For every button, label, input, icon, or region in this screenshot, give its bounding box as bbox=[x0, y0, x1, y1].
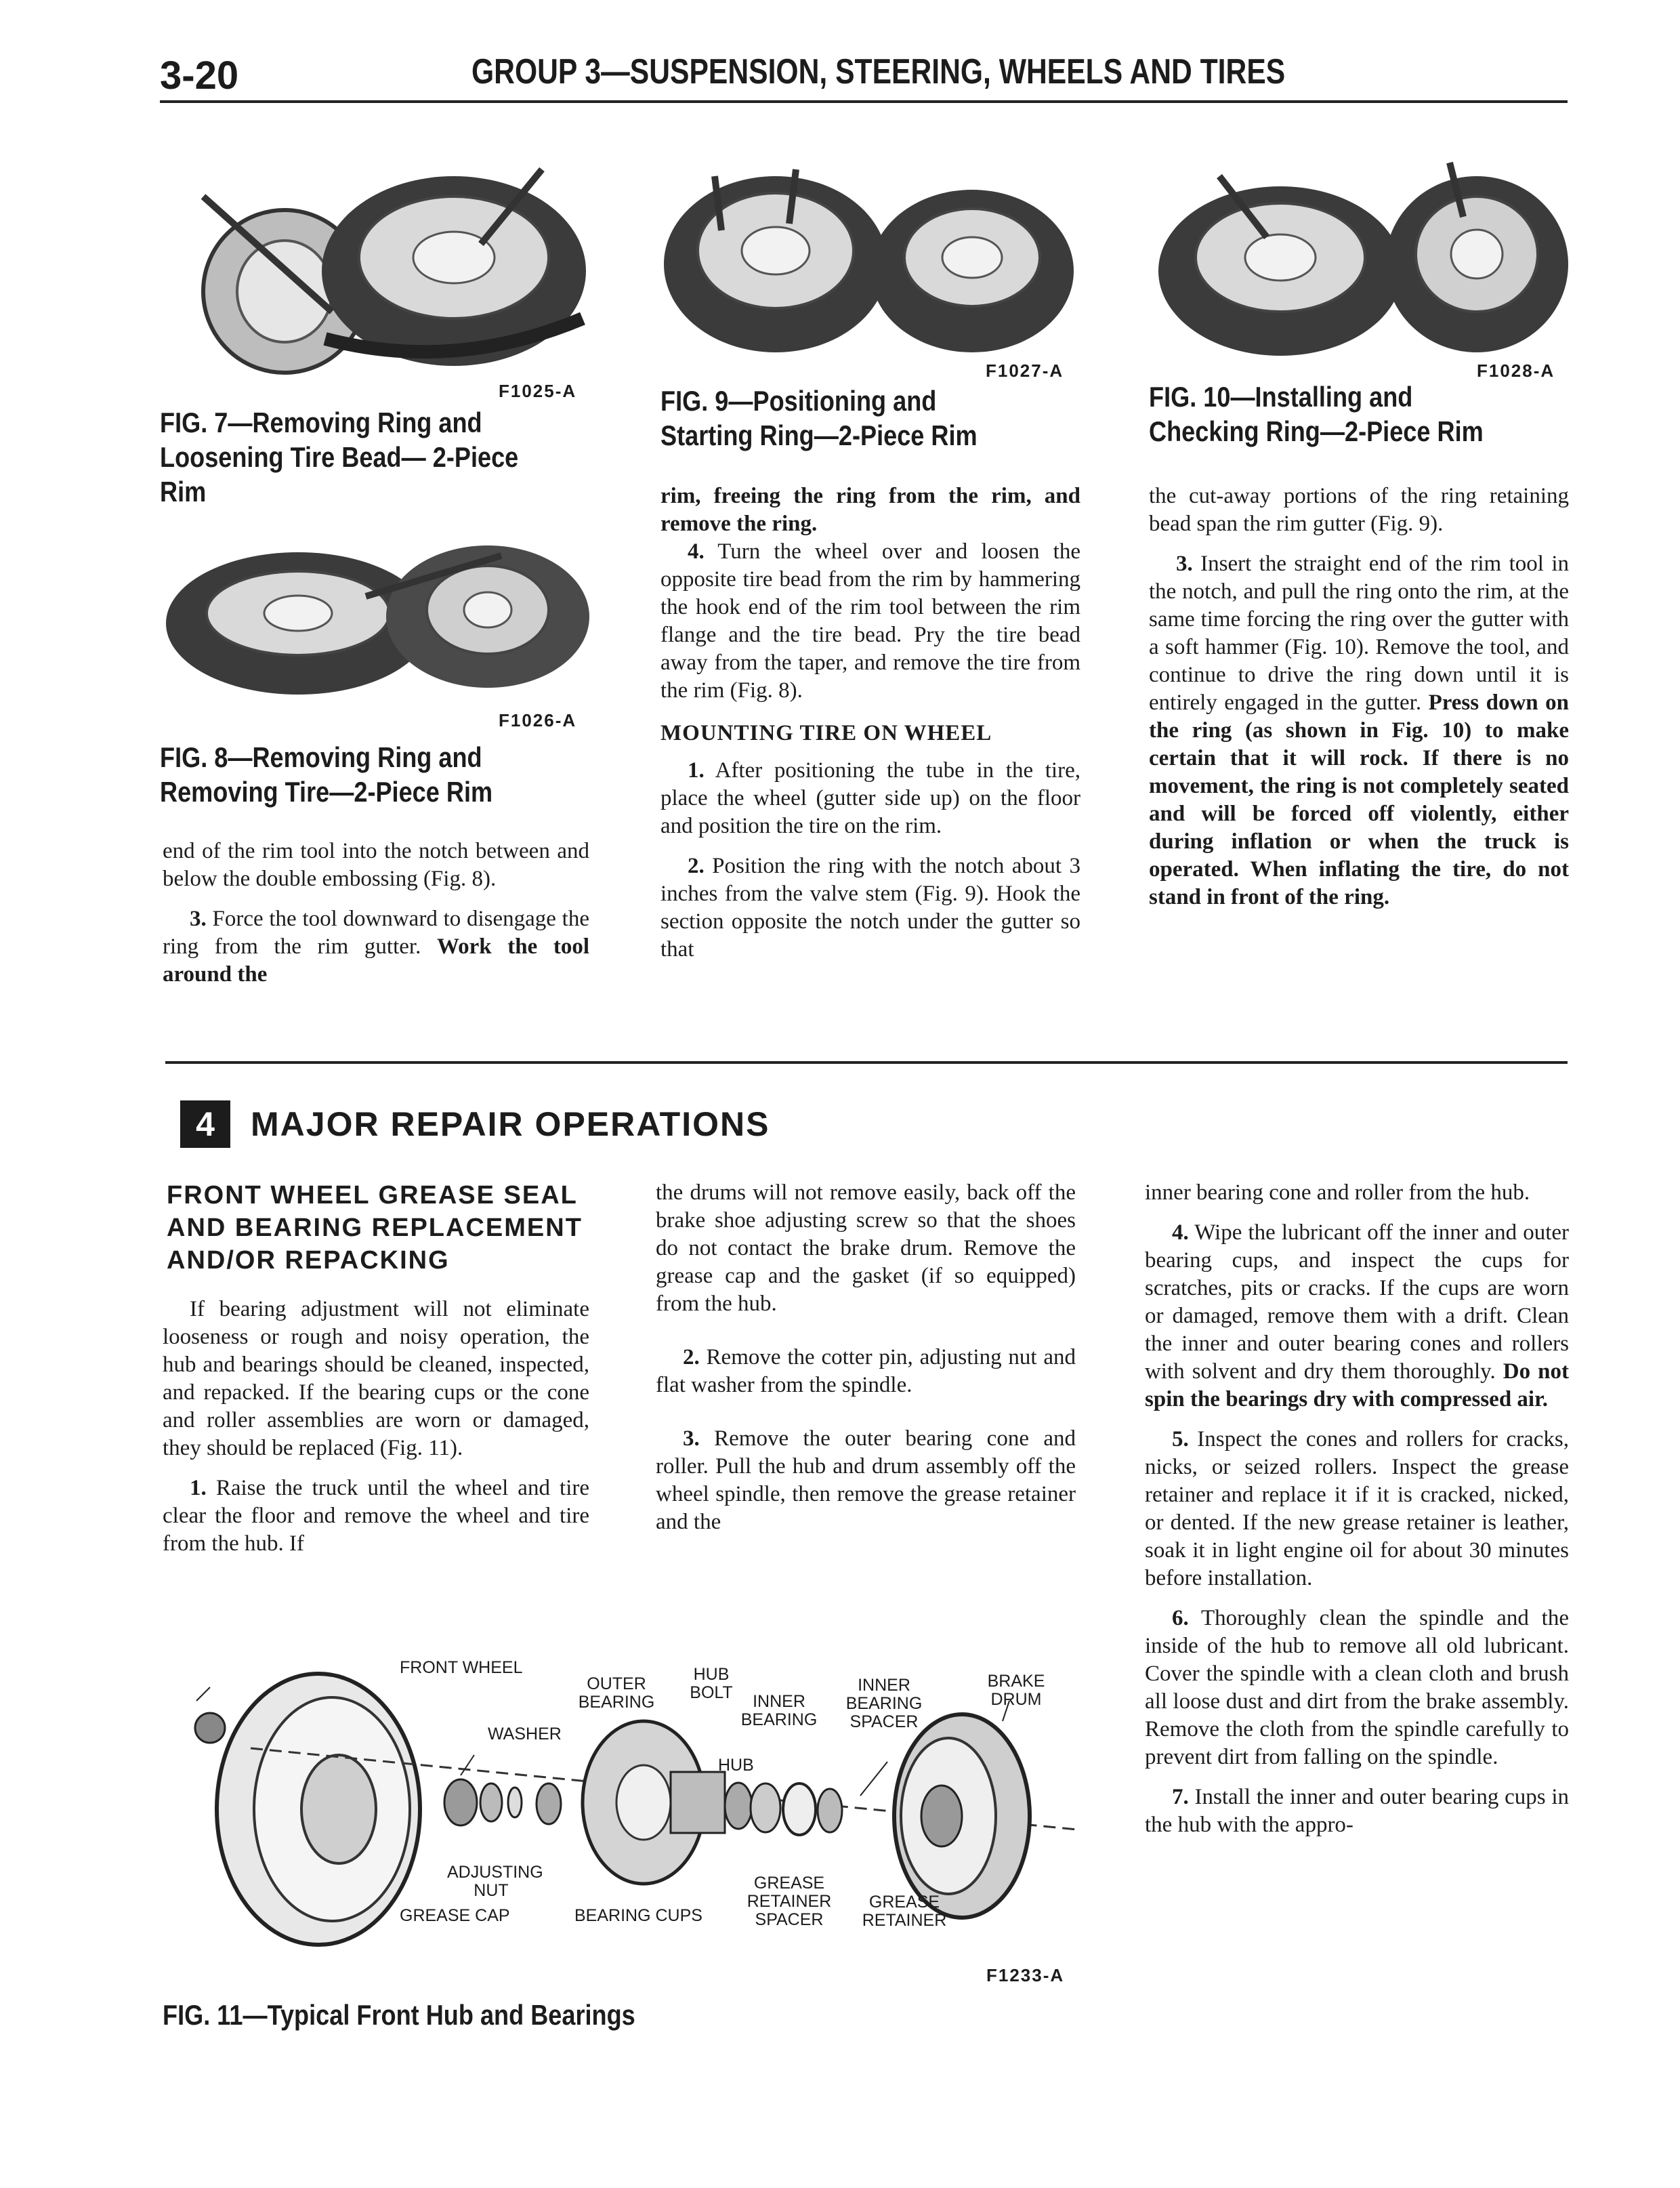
fig11-code: F1233-A bbox=[986, 1965, 1065, 1985]
col2-top-paragraph-2: 4. Turn the wheel over and loosen the opposite tire bead from the rim by hammering the hook end of the rim tool between the rim flange and the tire bead. Pry the tire bead away from the taper, and remove the tire from the rim (Fig. 8). bbox=[660, 539, 1080, 703]
col1-bottom-paragraph-2: 1. Raise the truck until the wheel and tire clear the floor and remove the wheel and tire from the hub. If bbox=[163, 1476, 589, 1556]
col2-top-paragraph-4: 2. Position the ring with the notch about 3 inches from the valve stem (Fig. 9). Hook the section opposite the notch under the gutter so that bbox=[660, 854, 1080, 962]
fig11-diagram bbox=[169, 1647, 1104, 1952]
label-grease-retainer: GREASE RETAINER bbox=[862, 1893, 947, 1930]
col2-top-paragraph-1: rim, freeing the ring from the rim, and remove the ring. bbox=[660, 484, 1080, 536]
col3-bottom-paragraph-3: 5. Inspect the cones and rollers for cracks, nicks, or seized rollers. Inspect the grease retainer and replace it if it is cracked, nicked, or dented. If the new grease retainer is leather, soak it in light engine oil for about 30 minutes before installation. bbox=[1145, 1427, 1569, 1590]
section-number-badge: 4 bbox=[180, 1100, 230, 1148]
label-washer: WASHER bbox=[488, 1725, 562, 1743]
fig7-image bbox=[163, 156, 596, 379]
label-grease-retainer-spacer: GREASE RETAINER SPACER bbox=[747, 1874, 832, 1929]
fig10-caption: FIG. 10—Installing and Checking Ring—2-Piece Rim bbox=[1149, 381, 1484, 447]
page-number: 3-20 bbox=[160, 54, 239, 98]
fig9-image bbox=[660, 163, 1080, 359]
col2-bottom-paragraph-1: the drums will not remove easily, back off the brake shoe adjusting screw so that the shoes do not contact the brake drum. Remove the grease cap and the gasket (if so equipped) from the hub. bbox=[656, 1180, 1076, 1316]
step-number: 3. bbox=[190, 907, 207, 931]
fig9-caption: FIG. 9—Positioning and Starting Ring—2-Piece Rim bbox=[660, 385, 978, 451]
col3-bottom-text bbox=[1145, 1179, 1569, 1851]
col2-bottom-paragraph-2: 2. Remove the cotter pin, adjusting nut and flat washer from the spindle. bbox=[656, 1345, 1076, 1397]
col1-top-paragraph-2: 3. Force the tool downward to disengage the ring from the rim gutter. Work the tool around the bbox=[163, 907, 589, 987]
col1-top-text bbox=[163, 838, 589, 1001]
col3-bottom-paragraph-5: 7. Install the inner and outer bearing cups in the hub with the appro- bbox=[1145, 1785, 1569, 1837]
col2-top-text bbox=[660, 482, 1080, 976]
col3-bottom-paragraph-4: 6. Thoroughly clean the spindle and the inside of the hub to remove all old lubricant. Cover the spindle with a clean cloth and brush all loose dust and dirt from the brake assembly. Remove the cloth from the spindle carefully to prevent dirt from falling on the spindle. bbox=[1145, 1606, 1569, 1769]
fig11-caption: FIG. 11—Typical Front Hub and Bearings bbox=[163, 1999, 635, 2031]
label-outer-bearing: OUTER BEARING bbox=[578, 1674, 655, 1712]
label-inner-bearing-spacer: INNER BEARING SPACER bbox=[845, 1676, 923, 1731]
fig7-caption: FIG. 7—Removing Ring and Loosening Tire Bead— 2-Piece Rim bbox=[160, 407, 519, 508]
col1-bottom-paragraph-1: If bearing adjustment will not eliminate looseness or rough and noisy operation, the hub and bearings should be cleaned, inspected, and repacked. If the bearing cups or the cone and roller assemblies are worn or damaged, they should be replaced (Fig. 11). bbox=[163, 1297, 589, 1460]
page-header-title: GROUP 3—SUSPENSION, STEERING, WHEELS AND TIRES bbox=[471, 52, 1286, 91]
col2-top-paragraph-3: 1. After positioning the tube in the tire, place the wheel (gutter side up) on the floor and position the tire on the rim. bbox=[660, 758, 1080, 838]
fig8-image bbox=[163, 542, 596, 698]
col2-bottom-paragraph-3: 3. Remove the outer bearing cone and roller. Pull the hub and drum assembly off the wheel spindle, then remove the grease retainer and the bbox=[656, 1426, 1076, 1534]
label-hub: HUB bbox=[718, 1756, 754, 1775]
col3-top-paragraph-1: the cut-away portions of the ring retaining bead span the rim gutter (Fig. 9). bbox=[1149, 484, 1569, 536]
fig9-code: F1027-A bbox=[986, 360, 1064, 381]
label-adjusting-nut: ADJUSTING NUT bbox=[447, 1863, 543, 1900]
header-rule bbox=[160, 100, 1568, 103]
label-front-wheel: FRONT WHEEL bbox=[400, 1658, 523, 1677]
col3-bottom-paragraph-2: 4. Wipe the lubricant off the inner and outer bearing cups, and inspect the cups for scratches, pits or cracks. If the cups are worn or damaged, remove them with a drift. Clean the inner and outer bearing cones and rollers with solvent and dry them thoroughly. Do not spin the bearings dry with compressed air. bbox=[1145, 1220, 1569, 1411]
mounting-tire-subheading: MOUNTING TIRE ON WHEEL bbox=[660, 721, 992, 745]
col3-bottom-paragraph-1: inner bearing cone and roller from the hub. bbox=[1145, 1180, 1530, 1205]
fig7-code: F1025-A bbox=[499, 381, 577, 401]
col1-top-paragraph-1: end of the rim tool into the notch between and below the double embossing (Fig. 8). bbox=[163, 839, 589, 891]
label-hub-bolt: HUB BOLT bbox=[690, 1665, 733, 1702]
fig8-caption: FIG. 8—Removing Ring and Removing Tire—2-Piece Rim bbox=[160, 741, 493, 808]
col3-top-paragraph-2: 3. Insert the straight end of the rim tool in the notch, and pull the ring onto the rim, at the same time forcing the ring over the gutter with a soft hammer (Fig. 10). Remove the tool, and continue to drive the ring down until it is entirely engaged in the gutter. Press down on the ring (as shown in Fig. 10) to make certain that it will rock. If there is no movement, the ring is not completely seated and will be forced off violently, either during inflation or when the truck is operated. When inflating the tire, do not stand in front of the ring. bbox=[1149, 552, 1569, 909]
fig8-code: F1026-A bbox=[499, 710, 577, 730]
section-rule bbox=[165, 1061, 1568, 1064]
col2-bottom-text bbox=[656, 1179, 1076, 1548]
fig10-code: F1028-A bbox=[1477, 360, 1555, 381]
label-brake-drum: BRAKE DRUM bbox=[987, 1672, 1045, 1709]
section-heading: MAJOR REPAIR OPERATIONS bbox=[251, 1105, 770, 1143]
col1-bottom-text bbox=[163, 1296, 589, 1570]
fig10-image bbox=[1152, 156, 1572, 359]
label-grease-cap: GREASE CAP bbox=[400, 1906, 510, 1925]
label-inner-bearing: INNER BEARING bbox=[740, 1692, 818, 1729]
col3-top-text bbox=[1149, 482, 1569, 924]
label-bearing-cups: BEARING CUPS bbox=[574, 1906, 702, 1925]
front-wheel-seal-heading: FRONT WHEEL GREASE SEAL AND BEARING REPLACEMENT AND/OR REPACKING bbox=[167, 1181, 583, 1275]
